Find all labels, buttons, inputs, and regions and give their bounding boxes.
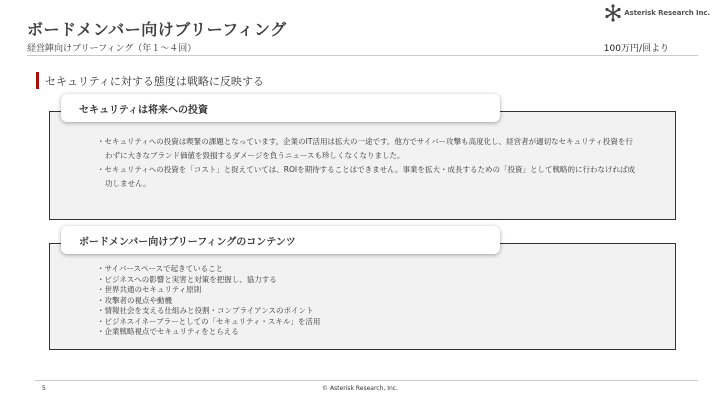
page-number: 5 bbox=[42, 385, 46, 392]
list-item: ・ セキュリティへの投資は喫緊の課題となっています。企業のIT活用は拡大の一途です。他方でサイバー攻撃も高度化し、経営者が適切なセキュリティ投資を行わずに大きなブランド価値を毀損するダメージを負うニュースも珍しくなくなりました。 bbox=[97, 135, 637, 163]
page-subtitle: 経営陣向けブリーフィング（年１～４回） bbox=[27, 44, 197, 54]
lead-statement bbox=[36, 72, 264, 89]
page-title: ボードメンバー向けブリーフィング bbox=[27, 20, 287, 39]
section-header-contents bbox=[61, 226, 500, 254]
list-item: ・ 攻撃者の視点や動機 bbox=[97, 296, 637, 307]
lead-accent-bar bbox=[36, 72, 39, 89]
list-item: ・ ビジネスへの影響と実害と対策を把握し、協力する bbox=[97, 275, 637, 286]
company-logo bbox=[604, 4, 710, 22]
list-item: ・ ビジネスイネーブラーとしての「セキュリティ・スキル」を活用 bbox=[97, 317, 637, 328]
bullet-list-contents bbox=[97, 264, 637, 338]
bullet-list-investment bbox=[97, 135, 637, 191]
lead-text: セキュリティに対する態度は戦略に反映する bbox=[45, 74, 264, 88]
copyright-text: © Asterisk Research, Inc. bbox=[322, 385, 398, 392]
asterisk-icon bbox=[604, 4, 622, 22]
section-title: ボードメンバー向けブリーフィングのコンテンツ bbox=[79, 236, 296, 248]
list-item: ・ セキュリティへの投資を「コスト」と捉えていては、ROIを期待することはできません。事業を拡大・成長するための「投資」として戦略的に行わなければ成功しません。 bbox=[97, 163, 637, 191]
price-label: 100万円/回より bbox=[603, 44, 669, 54]
section-title: セキュリティは将来への投資 bbox=[79, 104, 208, 116]
list-item: ・ 情報社会を支える仕組みと役割・コンプライアンスのポイント bbox=[97, 306, 637, 317]
list-item: ・ 世界共通のセキュリティ原則 bbox=[97, 285, 637, 296]
header-divider bbox=[27, 55, 698, 56]
list-item: ・ サイバースペースで起きていること bbox=[97, 264, 637, 275]
footer-divider bbox=[35, 380, 698, 381]
section-header-investment bbox=[61, 94, 500, 122]
list-item: ・ 企業戦略視点でセキュリティをとらえる bbox=[97, 327, 637, 338]
logo-text: Asterisk Research Inc. bbox=[624, 9, 710, 17]
